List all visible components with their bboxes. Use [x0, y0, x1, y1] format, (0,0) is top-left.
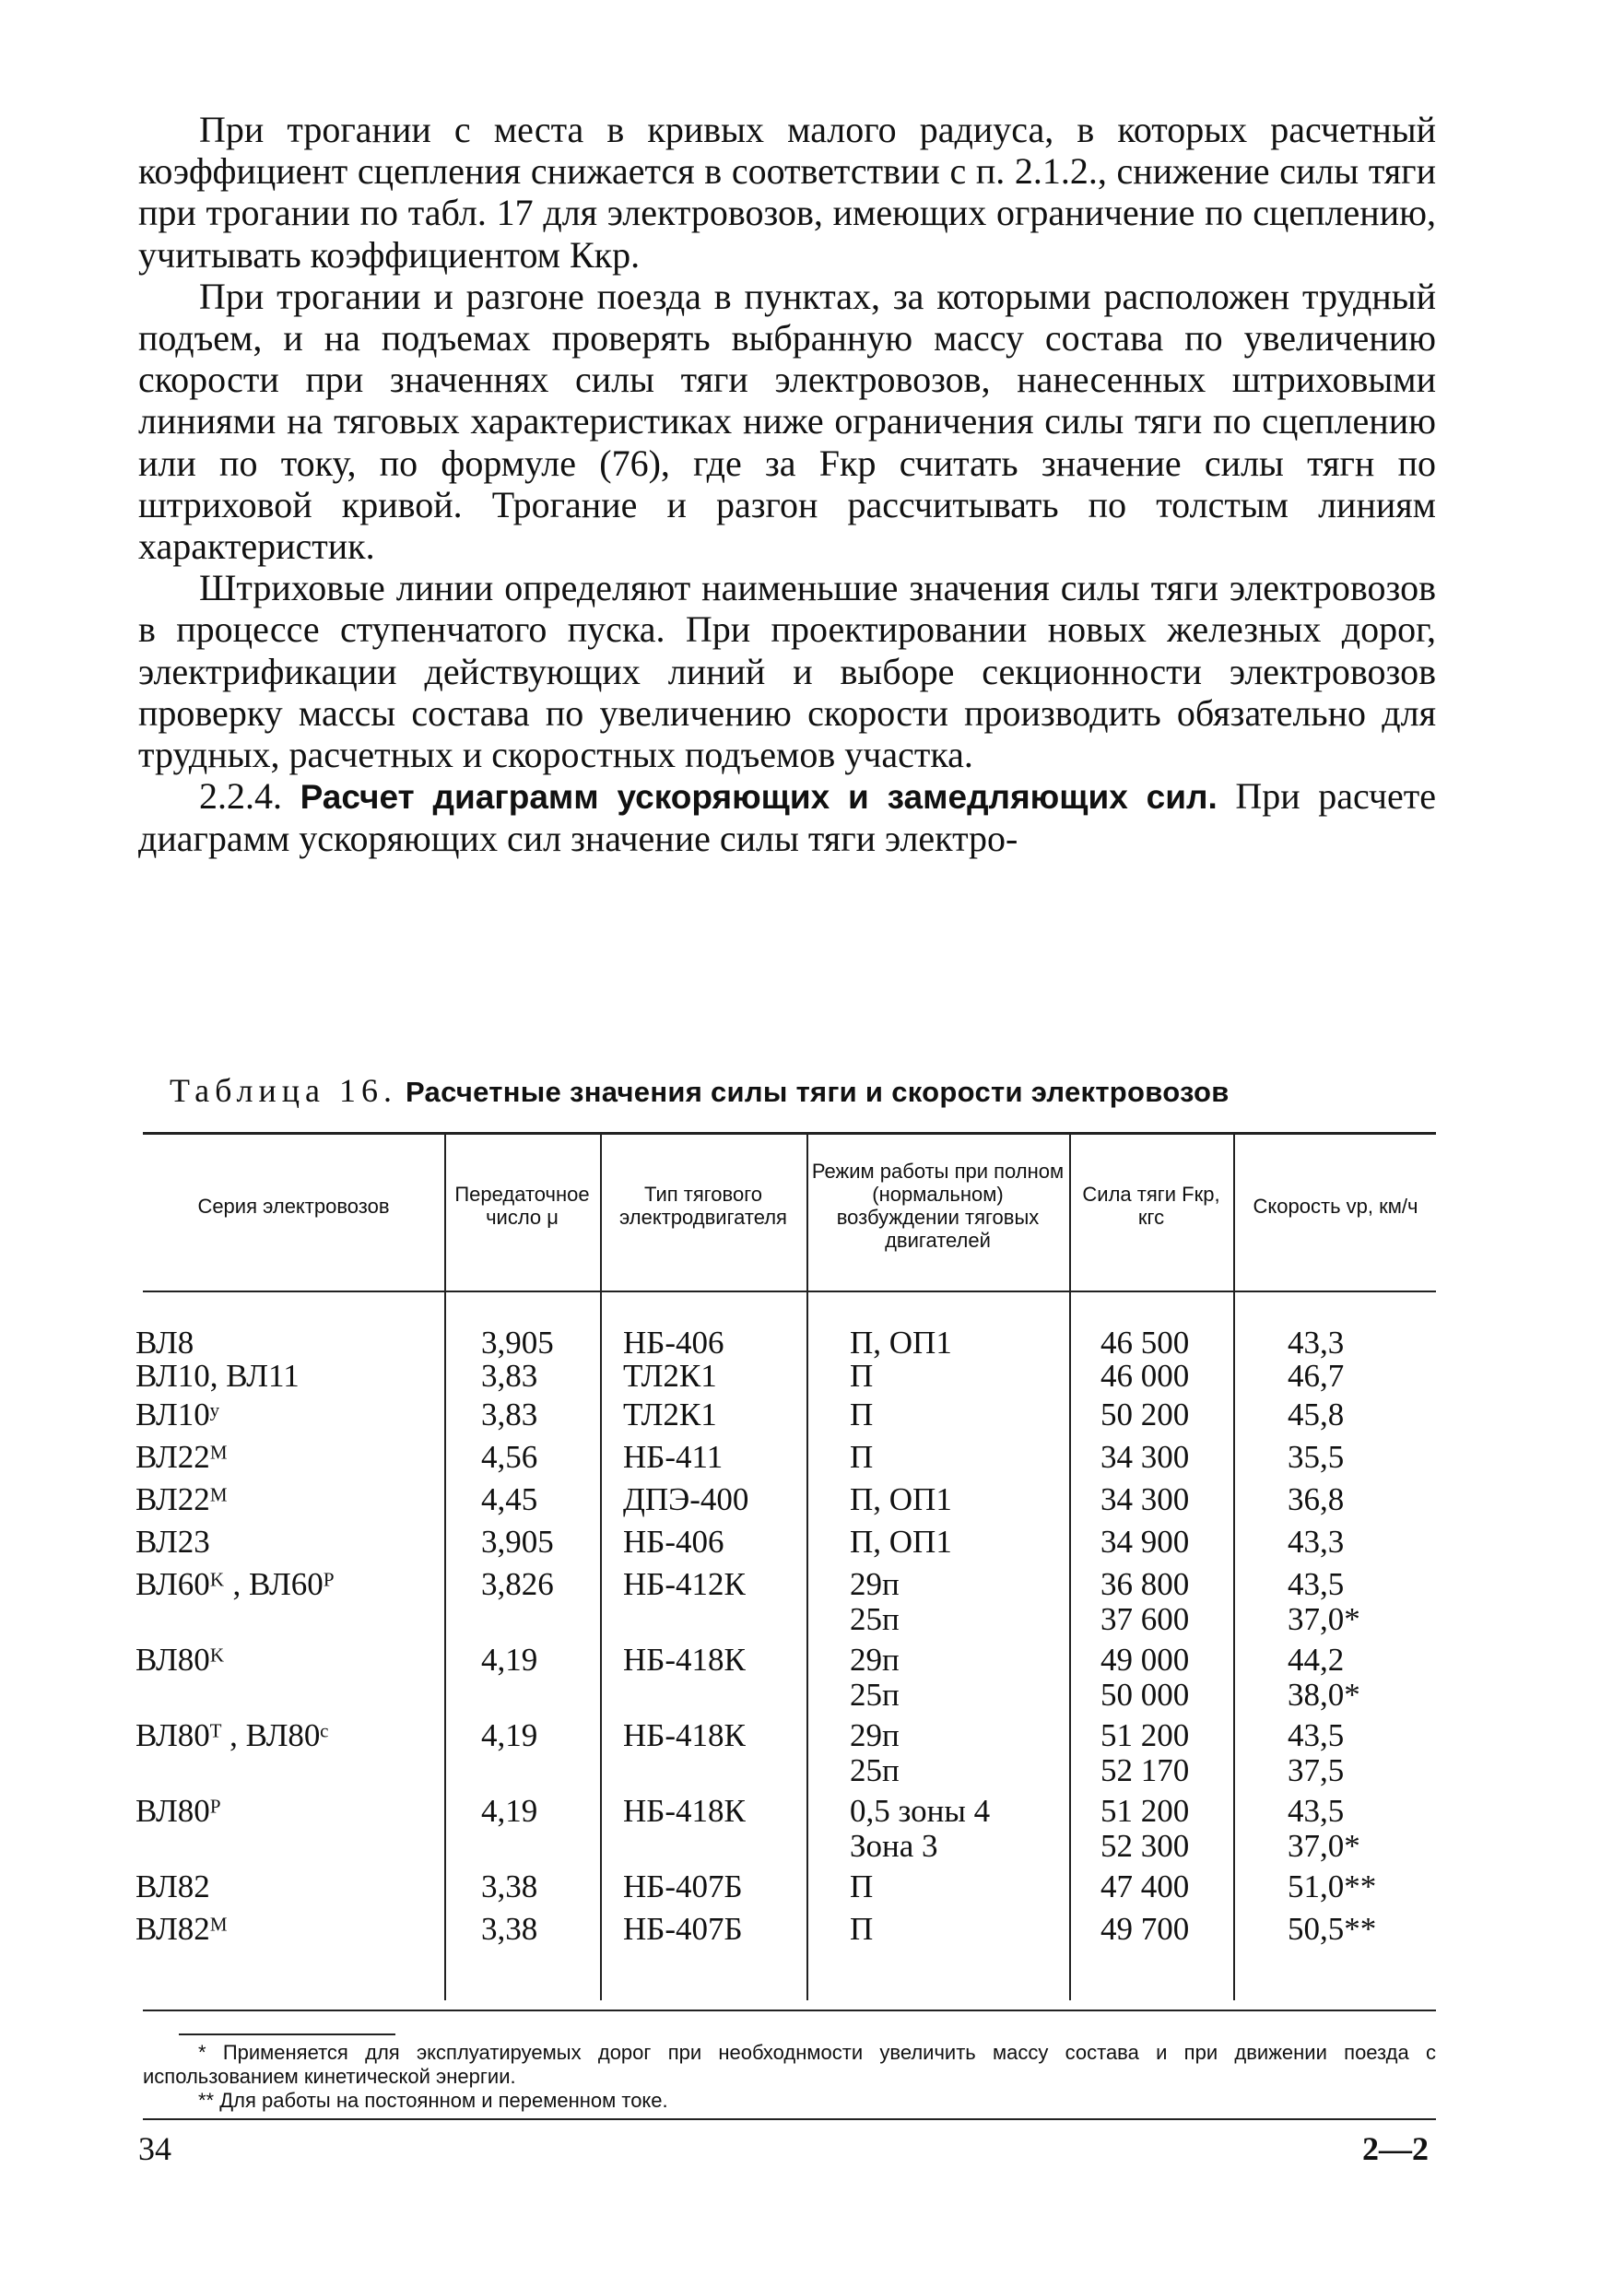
- force-cell-value: 49 700: [1100, 1911, 1190, 1947]
- force-cell-value: 46 500: [1100, 1325, 1190, 1361]
- motor-cell: [623, 1525, 724, 1560]
- speed-cell: [1288, 1359, 1344, 1394]
- ratio-cell-value: 4,45: [481, 1481, 538, 1517]
- mode-cell: [850, 1643, 900, 1713]
- motor-cell: [623, 1718, 746, 1753]
- force-cell: [1100, 1794, 1189, 1864]
- motor-cell-value: ТЛ2К1: [623, 1358, 717, 1394]
- ratio-cell-value: 3,826: [481, 1566, 554, 1602]
- force-cell-value: 52 300: [1100, 1828, 1190, 1864]
- speed-cell: [1288, 1794, 1360, 1864]
- speed-cell-value: 43,3: [1288, 1524, 1345, 1560]
- header-mode: Режим работы при полном (нормальном) возбуждении тяговых двигателей: [811, 1160, 1065, 1252]
- series-cell: [135, 1525, 210, 1560]
- speed-cell-value: 51,0**: [1288, 1868, 1377, 1904]
- motor-cell-value: НБ-407Б: [623, 1868, 743, 1904]
- column-divider: [1069, 1134, 1071, 2000]
- sheet-mark: 2—2: [1362, 2130, 1429, 2167]
- motor-cell: [623, 1869, 743, 1904]
- motor-cell: [623, 1482, 748, 1517]
- force-cell-value: 52 170: [1100, 1752, 1190, 1788]
- mode-cell-value: П: [850, 1439, 874, 1475]
- motor-cell-value: НБ-418К: [623, 1793, 746, 1829]
- speed-cell-value: 45,8: [1288, 1397, 1345, 1432]
- ratio-cell: [481, 1794, 537, 1829]
- ratio-cell: [481, 1482, 537, 1517]
- series-cell-value: ВЛ10, ВЛ11: [135, 1358, 300, 1394]
- motor-cell: [623, 1643, 746, 1678]
- mode-cell-value: 25п: [850, 1752, 900, 1788]
- section-number: 2.2.4.: [199, 775, 282, 818]
- series-cell-value: ВЛ60ᴷ , ВЛ60ᴾ: [135, 1566, 335, 1602]
- mode-cell-value: П: [850, 1911, 874, 1947]
- ratio-cell: [481, 1718, 537, 1753]
- mode-cell-value: 29п: [850, 1642, 900, 1678]
- ratio-cell-value: 4,56: [481, 1439, 538, 1475]
- header-speed: Скорость vр, км/ч: [1253, 1194, 1418, 1218]
- mode-cell: [850, 1326, 952, 1361]
- series-cell: [135, 1643, 225, 1678]
- ratio-cell: [481, 1359, 537, 1394]
- speed-cell-value: 44,2: [1288, 1642, 1345, 1678]
- page-number: 34: [138, 2130, 171, 2167]
- mode-cell-value: П, ОП1: [850, 1325, 952, 1361]
- mode-cell-value: П: [850, 1868, 874, 1904]
- mode-cell: [850, 1525, 952, 1560]
- series-cell-value: ВЛ10ʸ: [135, 1397, 220, 1432]
- force-cell: [1100, 1326, 1189, 1361]
- ratio-cell-value: 4,19: [481, 1717, 538, 1753]
- force-cell: [1100, 1440, 1189, 1475]
- table-label: Таблица 16.: [170, 1072, 397, 1109]
- motor-cell: [623, 1912, 743, 1947]
- motor-cell: [623, 1567, 746, 1602]
- motor-cell-value: НБ-418К: [623, 1717, 746, 1753]
- force-cell-value: 46 000: [1100, 1358, 1190, 1394]
- mode-cell: [850, 1869, 873, 1904]
- footnote: ** Для работы на постоянном и переменном токе.: [198, 2089, 668, 2112]
- column-divider: [600, 1134, 602, 2000]
- ratio-cell-value: 4,19: [481, 1642, 538, 1678]
- force-cell-value: 49 000: [1100, 1642, 1190, 1678]
- mode-cell-value: 29п: [850, 1717, 900, 1753]
- header-ratio: Передаточное число μ: [454, 1183, 590, 1229]
- ratio-cell: [481, 1440, 537, 1475]
- series-cell: [135, 1567, 334, 1602]
- mode-cell: [850, 1794, 990, 1864]
- speed-cell: [1288, 1397, 1344, 1432]
- speed-cell: [1288, 1440, 1344, 1475]
- body-text: [138, 109, 1436, 860]
- ratio-cell: [481, 1567, 554, 1602]
- speed-cell-value: 46,7: [1288, 1358, 1345, 1394]
- series-cell-value: ВЛ8: [135, 1325, 194, 1361]
- paragraph: Штриховые линии определяют наименьшие значения силы тяги электровозов в процессе ступенчатого пуска. При проектировании новых железных дорог, электрификации действующих линий и выборе секционности электровозов проверку массы состава по увеличению скорости производить обязательно для трудных, расчетных и скоростных подъемов участка.: [138, 567, 1436, 776]
- speed-cell: [1288, 1525, 1344, 1560]
- motor-cell-value: ДПЭ-400: [623, 1481, 749, 1517]
- force-cell: [1100, 1643, 1189, 1713]
- series-cell: [135, 1440, 228, 1475]
- table-top-rule: [143, 1132, 1436, 1135]
- motor-cell-value: НБ-406: [623, 1524, 724, 1560]
- mode-cell: [850, 1359, 873, 1394]
- motor-cell: [623, 1397, 717, 1432]
- motor-cell-value: НБ-411: [623, 1439, 724, 1475]
- mode-cell-value: П, ОП1: [850, 1481, 952, 1517]
- speed-cell-value: 35,5: [1288, 1439, 1345, 1475]
- force-cell: [1100, 1869, 1189, 1904]
- mode-cell: [850, 1482, 952, 1517]
- motor-cell: [623, 1359, 717, 1394]
- ratio-cell-value: 3,83: [481, 1358, 538, 1394]
- motor-cell: [623, 1794, 746, 1829]
- series-cell-value: ВЛ22ᴹ: [135, 1481, 228, 1517]
- series-cell-value: ВЛ82ᴹ: [135, 1911, 228, 1947]
- series-cell: [135, 1718, 328, 1753]
- paragraph: При трогании и разгоне поезда в пунктах, за которыми расположен трудный подъем, и на подъемах проверять выбранную массу состава по увеличению скорости при значеннях силы тяги электровозов, нанесенных штриховыми линиями на тяговых характеристиках ниже ограничения силы тяги по сцеплению или по току, по формуле (76), где за Fкр считать значение силы тягн по штриховой кривой. Трогание и разгон рассчитывать по толстым линиям характеристик.: [138, 275, 1436, 568]
- table-title: Расчетные значения силы тяги и скорости электровозов: [405, 1076, 1230, 1108]
- mode-cell-value: 25п: [850, 1601, 900, 1637]
- column-divider: [1233, 1134, 1235, 2000]
- mode-cell-value: П: [850, 1358, 874, 1394]
- series-cell: [135, 1794, 220, 1829]
- speed-cell-value: 37,0*: [1288, 1601, 1360, 1637]
- ratio-cell: [481, 1397, 537, 1432]
- speed-cell-value: 38,0*: [1288, 1677, 1360, 1713]
- series-cell-value: ВЛ23: [135, 1524, 210, 1560]
- speed-cell-value: 43,5: [1288, 1566, 1345, 1602]
- speed-cell: [1288, 1912, 1376, 1947]
- ratio-cell: [481, 1643, 537, 1678]
- header-motor: Тип тягового электродвигателя: [619, 1183, 787, 1229]
- section-heading: Расчет диаграмм ускоряющих и замедляющих сил.: [300, 778, 1218, 817]
- force-cell-value: 37 600: [1100, 1601, 1190, 1637]
- speed-cell-value: 43,5: [1288, 1793, 1345, 1829]
- force-cell: [1100, 1912, 1189, 1947]
- speed-cell-value: 43,5: [1288, 1717, 1345, 1753]
- force-cell: [1100, 1567, 1189, 1637]
- force-cell: [1100, 1718, 1189, 1788]
- series-cell: [135, 1869, 210, 1904]
- force-cell-value: 51 200: [1100, 1717, 1190, 1753]
- mode-cell: [850, 1567, 900, 1637]
- series-cell-value: ВЛ22ᴹ: [135, 1439, 228, 1475]
- footnote-rule: [179, 2033, 395, 2035]
- speed-cell-value: 37,0*: [1288, 1828, 1360, 1864]
- column-divider: [806, 1134, 808, 2000]
- mode-cell: [850, 1912, 873, 1947]
- force-cell-value: 34 300: [1100, 1439, 1190, 1475]
- mode-cell: [850, 1440, 873, 1475]
- motor-cell-value: ТЛ2К1: [623, 1397, 717, 1432]
- speed-cell: [1288, 1718, 1344, 1788]
- mode-cell: [850, 1718, 900, 1788]
- ratio-cell-value: 3,905: [481, 1325, 554, 1361]
- speed-cell-value: 37,5: [1288, 1752, 1345, 1788]
- speed-cell: [1288, 1326, 1344, 1361]
- mode-cell-value: П: [850, 1397, 874, 1432]
- speed-cell-value: 50,5**: [1288, 1911, 1377, 1947]
- series-cell-value: ВЛ82: [135, 1868, 210, 1904]
- table-bottom-rule: [143, 2010, 1436, 2011]
- mode-cell: [850, 1397, 873, 1432]
- ratio-cell: [481, 1326, 554, 1361]
- ratio-cell-value: 3,905: [481, 1524, 554, 1560]
- footnotes: [143, 2041, 1436, 2113]
- force-cell-value: 50 200: [1100, 1397, 1190, 1432]
- motor-cell-value: НБ-412К: [623, 1566, 746, 1602]
- footer-rule: [143, 2118, 1436, 2120]
- mode-cell-value: 29п: [850, 1566, 900, 1602]
- motor-cell-value: НБ-407Б: [623, 1911, 743, 1947]
- ratio-cell-value: 3,38: [481, 1868, 538, 1904]
- series-cell-value: ВЛ80ᴷ: [135, 1642, 225, 1678]
- table-header-rule: [143, 1291, 1436, 1292]
- force-cell-value: 34 300: [1100, 1481, 1190, 1517]
- speed-cell: [1288, 1567, 1360, 1637]
- ratio-cell: [481, 1525, 554, 1560]
- series-cell-value: ВЛ80ᵀ , ВЛ80ᶜ: [135, 1717, 329, 1753]
- ratio-cell-value: 3,83: [481, 1397, 538, 1432]
- force-cell: [1100, 1482, 1189, 1517]
- header-force: Сила тяги Fкр, кгс: [1082, 1183, 1220, 1229]
- speed-cell: [1288, 1869, 1376, 1904]
- footnote: * Применяется для эксплуатируемых дорог при необходнмости увеличить массу состава и при движении поезда с использованием кинетической энергии.: [143, 2041, 1436, 2088]
- force-cell-value: 50 000: [1100, 1677, 1190, 1713]
- series-cell: [135, 1359, 300, 1394]
- force-cell-value: 36 800: [1100, 1566, 1190, 1602]
- mode-cell-value: Зона 3: [850, 1828, 938, 1864]
- header-series: Серия электровозов: [197, 1194, 390, 1218]
- series-cell-value: ВЛ80ᴾ: [135, 1793, 221, 1829]
- speed-cell-value: 43,3: [1288, 1325, 1345, 1361]
- force-cell-value: 34 900: [1100, 1524, 1190, 1560]
- force-cell: [1100, 1397, 1189, 1432]
- ratio-cell: [481, 1912, 537, 1947]
- series-cell: [135, 1482, 228, 1517]
- series-cell: [135, 1397, 219, 1432]
- section-text: При расчете диаграмм ускоряющих сил значение силы тяги электро-: [138, 775, 1437, 860]
- mode-cell-value: 0,5 зоны 4: [850, 1793, 991, 1829]
- mode-cell-value: 25п: [850, 1677, 900, 1713]
- motor-cell: [623, 1440, 723, 1475]
- motor-cell: [623, 1326, 724, 1361]
- force-cell: [1100, 1359, 1189, 1394]
- force-cell-value: 51 200: [1100, 1793, 1190, 1829]
- speed-cell: [1288, 1482, 1344, 1517]
- series-cell: [135, 1326, 194, 1361]
- section-paragraph: [138, 775, 1436, 859]
- force-cell: [1100, 1525, 1189, 1560]
- column-divider: [444, 1134, 446, 2000]
- series-cell: [135, 1912, 228, 1947]
- ratio-cell: [481, 1869, 537, 1904]
- ratio-cell-value: 4,19: [481, 1793, 538, 1829]
- force-cell-value: 47 400: [1100, 1868, 1190, 1904]
- motor-cell-value: НБ-406: [623, 1325, 724, 1361]
- paragraph: При трогании с места в кривых малого радиуса, в которых расчетный коэффициент сцепления снижается в соответствии с п. 2.1.2., снижение силы тяги при трогании по табл. 17 для электровозов, имеющих ограничение по сцеплению, учитывать коэффициентом Ккр.: [138, 109, 1436, 276]
- mode-cell-value: П, ОП1: [850, 1524, 952, 1560]
- table-caption: [170, 1071, 1230, 1110]
- motor-cell-value: НБ-418К: [623, 1642, 746, 1678]
- speed-cell-value: 36,8: [1288, 1481, 1345, 1517]
- ratio-cell-value: 3,38: [481, 1911, 538, 1947]
- speed-cell: [1288, 1643, 1360, 1713]
